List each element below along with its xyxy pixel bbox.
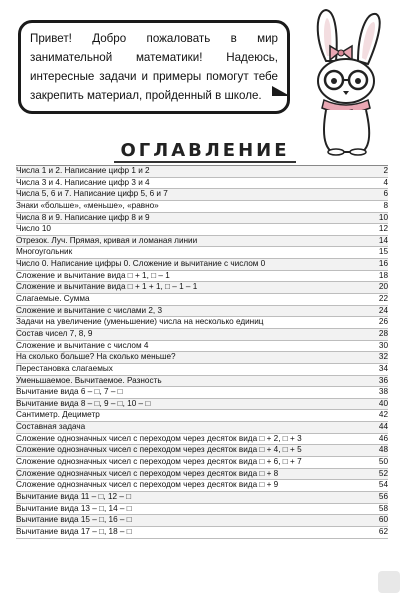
- table-of-contents: [16, 166, 388, 539]
- toc-row: [16, 480, 388, 492]
- toc-entry-page: 24: [378, 305, 388, 315]
- toc-entry-page: 28: [378, 328, 388, 338]
- greeting-text: Привет! Добро пожаловать в мир занимательной математики! Надеюсь, интересные задачи и примеры помогут тебе закрепить материал, пройденный в школе.: [30, 32, 278, 102]
- toc-row: [16, 387, 388, 399]
- toc-row: [16, 364, 388, 376]
- toc-entry-page: 54: [378, 480, 388, 490]
- toc-row: [16, 352, 388, 364]
- toc-row: [16, 271, 388, 283]
- toc-entry-page: 2: [383, 166, 388, 175]
- toc-entry-title: Вычитание вида 15 – □, 16 – □: [16, 515, 132, 525]
- toc-row: [16, 527, 388, 539]
- toc-entry-page: 58: [378, 503, 388, 513]
- toc-entry-page: 20: [378, 282, 388, 292]
- toc-entry-title: Вычитание вида 13 – □, 14 – □: [16, 503, 132, 513]
- toc-entry-title: Вычитание вида 11 – □, 12 – □: [16, 491, 132, 501]
- toc-entry-title: Слагаемые. Сумма: [16, 294, 90, 304]
- toc-entry-page: 40: [378, 398, 388, 408]
- toc-row: [16, 445, 388, 457]
- toc-row: [16, 434, 388, 446]
- toc-row: [16, 259, 388, 271]
- toc-row: [16, 457, 388, 469]
- toc-entry-title: Вычитание вида 6 – □, 7 – □: [16, 387, 123, 397]
- toc-row: [16, 213, 388, 225]
- toc-entry-title: Числа 1 и 2. Написание цифр 1 и 2: [16, 166, 150, 175]
- page-corner-marker: [378, 571, 400, 593]
- toc-entry-page: 56: [378, 491, 388, 501]
- toc-entry-title: На сколько больше? На сколько меньше?: [16, 352, 176, 362]
- toc-entry-page: 46: [378, 433, 388, 443]
- toc-row: [16, 178, 388, 190]
- toc-entry-title: Сложение и вычитание вида □ + 1, □ – 1: [16, 270, 170, 280]
- toc-entry-title: Числа 3 и 4. Написание цифр 3 и 4: [16, 177, 150, 187]
- toc-entry-page: 10: [378, 212, 388, 222]
- toc-entry-title: Перестановка слагаемых: [16, 363, 113, 373]
- toc-entry-title: Число 0. Написание цифры 0. Сложение и вычитание с числом 0: [16, 259, 266, 269]
- toc-entry-title: Вычитание вида 8 – □, 9 – □, 10 – □: [16, 398, 151, 408]
- toc-entry-page: 38: [378, 387, 388, 397]
- toc-entry-title: Отрезок. Луч. Прямая, кривая и ломаная линии: [16, 235, 198, 245]
- toc-entry-page: 14: [378, 235, 388, 245]
- toc-entry-page: 16: [378, 259, 388, 269]
- toc-entry-title: Состав чисел 7, 8, 9: [16, 328, 93, 338]
- toc-entry-title: Числа 8 и 9. Написание цифр 8 и 9: [16, 212, 150, 222]
- toc-entry-title: Сложение и вычитание с числом 4: [16, 340, 149, 350]
- toc-entry-title: Уменьшаемое. Вычитаемое. Разность: [16, 375, 162, 385]
- toc-row: [16, 306, 388, 318]
- toc-entry-page: 12: [378, 224, 388, 234]
- toc-entry-page: 32: [378, 352, 388, 362]
- speech-bubble-tail: [272, 86, 290, 96]
- toc-row: [16, 201, 388, 213]
- toc-entry-title: Сантиметр. Дециметр: [16, 410, 100, 420]
- toc-entry-page: 60: [378, 515, 388, 525]
- toc-entry-page: 6: [383, 189, 388, 199]
- toc-entry-title: Числа 5, 6 и 7. Написание цифр 5, 6 и 7: [16, 189, 168, 199]
- toc-entry-page: 8: [383, 200, 388, 210]
- toc-entry-page: 34: [378, 363, 388, 373]
- toc-row: [16, 224, 388, 236]
- toc-entry-page: 42: [378, 410, 388, 420]
- page-title-text: ОГЛАВЛЕНИЕ: [114, 140, 295, 163]
- toc-row: [16, 399, 388, 411]
- toc-entry-title: Сложение однозначных чисел с переходом через десяток вида □ + 2, □ + 3: [16, 433, 302, 443]
- toc-entry-page: 48: [378, 445, 388, 455]
- greeting-speech-bubble: [18, 20, 290, 114]
- toc-row: [16, 410, 388, 422]
- toc-entry-page: 62: [378, 526, 388, 536]
- toc-row: [16, 329, 388, 341]
- toc-row: [16, 376, 388, 388]
- toc-row: [16, 294, 388, 306]
- toc-entry-page: 4: [383, 177, 388, 187]
- toc-row: [16, 422, 388, 434]
- toc-row: [16, 515, 388, 527]
- toc-entry-title: Многоугольник: [16, 247, 73, 257]
- toc-row: [16, 341, 388, 353]
- toc-entry-title: Составная задача: [16, 422, 86, 432]
- toc-row: [16, 504, 388, 516]
- toc-entry-page: 36: [378, 375, 388, 385]
- bunny-mascot-icon: [296, 6, 396, 156]
- toc-row: [16, 317, 388, 329]
- toc-entry-page: 30: [378, 340, 388, 350]
- toc-row: [16, 189, 388, 201]
- toc-entry-title: Число 10: [16, 224, 51, 234]
- toc-entry-page: 44: [378, 422, 388, 432]
- toc-row: [16, 236, 388, 248]
- toc-entry-title: Сложение и вычитание вида □ + 1 + 1, □ – 1 – 1: [16, 282, 198, 292]
- toc-entry-page: 52: [378, 468, 388, 478]
- toc-entry-title: Знаки «больше», «меньше», «равно»: [16, 200, 159, 210]
- toc-entry-page: 18: [378, 270, 388, 280]
- page-title: [0, 140, 410, 163]
- toc-entry-page: 15: [378, 247, 388, 257]
- toc-entry-title: Вычитание вида 17 – □, 18 – □: [16, 526, 132, 536]
- toc-entry-title: Сложение однозначных чисел с переходом через десяток вида □ + 8: [16, 468, 279, 478]
- toc-entry-title: Сложение однозначных чисел с переходом через десяток вида □ + 4, □ + 5: [16, 445, 302, 455]
- toc-entry-page: 22: [378, 294, 388, 304]
- toc-row: [16, 282, 388, 294]
- toc-entry-title: Сложение и вычитание с числами 2, 3: [16, 305, 163, 315]
- toc-entry-title: Сложение однозначных чисел с переходом через десяток вида □ + 9: [16, 480, 279, 490]
- toc-row: [16, 492, 388, 504]
- toc-entry-title: Сложение однозначных чисел с переходом через десяток вида □ + 6, □ + 7: [16, 457, 302, 467]
- toc-row: [16, 469, 388, 481]
- toc-entry-page: 50: [378, 457, 388, 467]
- toc-row: [16, 247, 388, 259]
- toc-row: [16, 166, 388, 178]
- toc-entry-page: 26: [378, 317, 388, 327]
- toc-entry-title: Задачи на увеличение (уменьшение) числа на несколько единиц: [16, 317, 264, 327]
